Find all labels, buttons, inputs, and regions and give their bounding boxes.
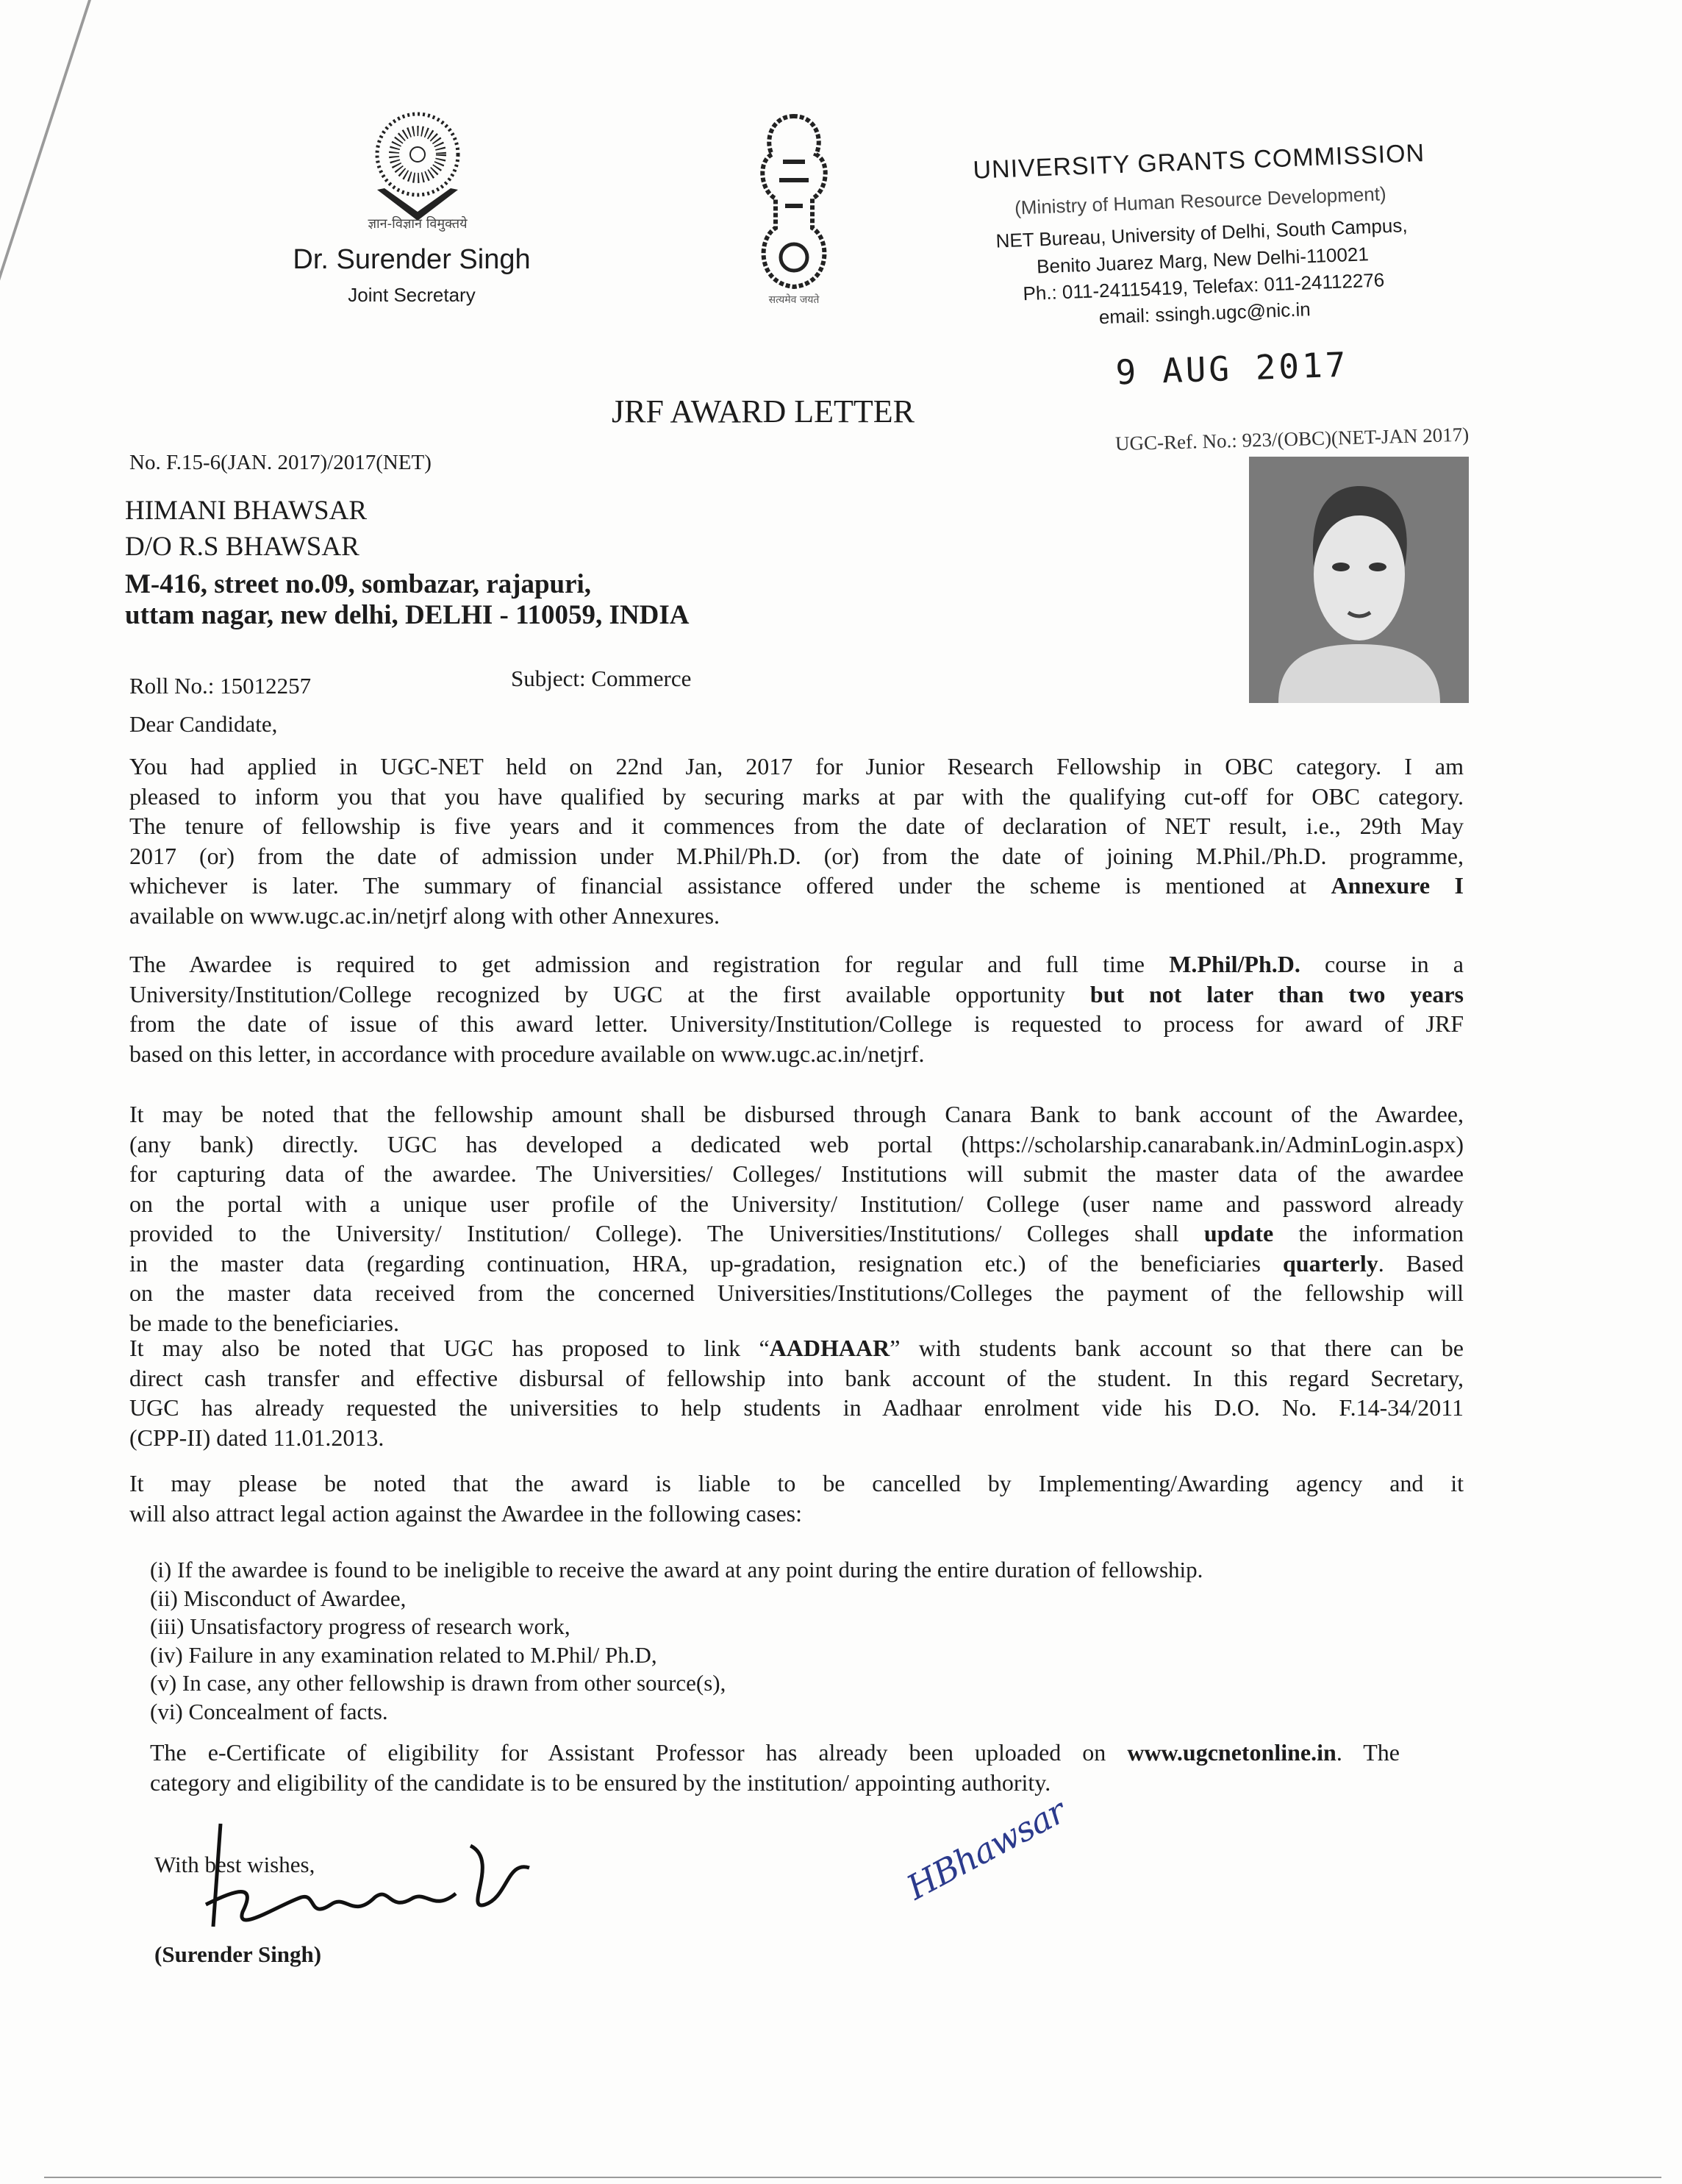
text-line: [150, 1738, 1400, 1768]
text-segment: category and eligibility of the candidate is to be ensured by the institution/ appointing authority.: [150, 1769, 1051, 1796]
paragraph-1: [129, 752, 1464, 930]
text-line: [129, 841, 1464, 871]
text-segment: University/Institution/College recognized by UGC at the first available opportunity: [129, 980, 1090, 1007]
email: email: ssingh.ugc@nic.in: [1098, 298, 1311, 329]
text-segment: UGC has already requested the universities to help students in Aadhaar enrolment vide his D.O. No. F.14-34/2011: [129, 1394, 1464, 1421]
salutation: Dear Candidate,: [129, 711, 278, 737]
text-segment: available on www.ugc.ac.in/netjrf along with other Annexures.: [129, 902, 720, 929]
text-line: [129, 1009, 1464, 1039]
recipient-name: HIMANI BHAWSAR: [125, 496, 368, 526]
text-segment: course in a: [1300, 951, 1464, 977]
text-segment: on the master data received from the concerned Universities/Institutions/Colleges the payment of the fellowship will: [129, 1280, 1464, 1306]
paragraph-3: [129, 1099, 1464, 1338]
ministry: (Ministry of Human Resource Development): [1014, 182, 1387, 219]
closing: With best wishes,: [154, 1852, 315, 1877]
scan-edge-bottom: [44, 2177, 1661, 2178]
roll-no: Roll No.: 15012257: [129, 673, 312, 699]
ugc-logo: [351, 103, 484, 228]
case-item: (vi) Concealment of facts.: [150, 1698, 388, 1724]
text-segment: ” with students bank account so that there can be: [890, 1335, 1464, 1361]
emblem-caption: सत्यमेव जयते: [768, 294, 820, 306]
text-segment: pleased to inform you that you have qualified by securing marks at par with the qualifying cut-off for OBC category.: [129, 782, 1464, 810]
ugc-ref-no: UGC-Ref. No.: 923/(OBC)(NET-JAN 2017): [1114, 423, 1470, 455]
bold-text: but not later than two years: [1089, 980, 1464, 1007]
bold-text: quarterly: [1283, 1249, 1378, 1277]
subject: Subject: Commerce: [511, 665, 692, 691]
paragraph-4: [129, 1333, 1464, 1452]
text-line: [150, 1768, 1400, 1798]
logo-caption: ज्ञान-विज्ञान विमुक्तये: [368, 216, 468, 232]
cases-list: [150, 1556, 1444, 1727]
signature-surender: [191, 1816, 544, 1956]
text-line: [129, 1333, 1464, 1363]
ugc-header: [948, 132, 1455, 336]
national-emblem: [742, 110, 845, 294]
text-segment: You had applied in UGC-NET held on 22nd Jan, 2017 for Junior Research Fellowship in OBC category. I am: [129, 753, 1464, 779]
officer-name: Dr. Surender Singh: [293, 244, 531, 275]
recipient-address2: uttam nagar, new delhi, DELHI - 110059, INDIA: [125, 600, 690, 630]
text-line: [129, 1393, 1464, 1423]
paragraph-2: [129, 949, 1464, 1068]
text-line: [129, 1039, 1464, 1069]
case-item: (ii) Misconduct of Awardee,: [150, 1585, 407, 1611]
date-stamp: 9 AUG 2017: [1114, 344, 1350, 393]
paragraph-5: [129, 1469, 1464, 1528]
recipient-parent: D/O R.S BHAWSAR: [125, 532, 359, 562]
signatory-name: (Surender Singh): [154, 1941, 322, 1967]
text-segment: It may also be noted that UGC has proposed to link “: [129, 1335, 770, 1361]
text-segment: . The: [1336, 1739, 1400, 1766]
case-item: (iv) Failure in any examination related to M.Phil/ Ph.D,: [150, 1641, 657, 1668]
text-segment: will also attract legal action against the Awardee in the following cases:: [129, 1499, 802, 1527]
address-line2: Benito Juarez Marg, New Delhi-110021: [1036, 243, 1370, 278]
officer-title: Joint Secretary: [348, 284, 476, 306]
text-line: [129, 1249, 1464, 1279]
bold-text: update: [1203, 1220, 1274, 1246]
signature-candidate: HBhawsar: [900, 1791, 1072, 1908]
phone: Ph.: 011-24115419, Telefax: 011-24112276: [1022, 268, 1385, 305]
text-line: [129, 1099, 1464, 1130]
text-segment: . Based: [1378, 1249, 1464, 1277]
file-no: No. F.15-6(JAN. 2017)/2017(NET): [129, 451, 432, 474]
bold-text: M.Phil/Ph.D.: [1169, 951, 1300, 977]
text-segment: (CPP-II) dated 11.01.2013.: [129, 1424, 384, 1451]
candidate-photo: [1249, 457, 1469, 703]
text-line: [129, 871, 1464, 901]
text-segment: the information: [1273, 1220, 1464, 1246]
case-item: (i) If the awardee is found to be ineligible to receive the award at any point during the entire duration of fellowship.: [150, 1557, 1203, 1582]
text-line: [129, 979, 1464, 1010]
text-line: [129, 1469, 1464, 1499]
text-line: [129, 1363, 1464, 1393]
recipient-address1: M-416, street no.09, sombazar, rajapuri,: [125, 569, 592, 599]
org-name: UNIVERSITY GRANTS COMMISSION: [972, 139, 1425, 185]
text-segment: The e-Certificate of eligibility for Assistant Professor has already been uploaded on: [150, 1739, 1128, 1766]
scan-edge: [0, 0, 91, 559]
text-segment: based on this letter, in accordance with procedure available on www.ugc.ac.in/netjrf.: [129, 1040, 925, 1067]
text-segment: whichever is later. The summary of financial assistance offered under the scheme is mentioned at: [129, 872, 1331, 899]
bold-text: Annexure I: [1331, 872, 1464, 899]
text-segment: It may be noted that the fellowship amount shall be disbursed through Canara Bank to bank account of the Awardee,: [129, 1101, 1464, 1127]
text-line: [129, 1218, 1464, 1249]
text-line: [129, 1189, 1464, 1219]
bold-text: www.ugcnetonline.in: [1127, 1739, 1336, 1766]
text-line: [129, 1278, 1464, 1308]
text-line: [129, 811, 1464, 841]
closing-paragraph: [150, 1738, 1400, 1797]
text-segment: from the date of issue of this award letter. University/Institution/College is requested to process for award of JRF: [129, 1010, 1464, 1037]
text-line: [129, 949, 1464, 979]
text-line: [129, 1423, 1464, 1453]
text-line: [129, 901, 1464, 931]
letter-title: JRF AWARD LETTER: [611, 393, 915, 429]
text-segment: in the master data (regarding continuation, HRA, up-gradation, resignation etc.) of the beneficiaries: [129, 1249, 1283, 1277]
text-segment: The Awardee is required to get admission and registration for regular and full time: [129, 951, 1170, 977]
text-segment: be made to the beneficiaries.: [129, 1309, 399, 1336]
text-segment: (any bank) directly. UGC has developed a dedicated web portal (https://scholarship.canarabank.in/AdminLogin.aspx): [129, 1130, 1464, 1157]
text-segment: on the portal with a unique user profile of the University/ Institution/ College (user name and password already: [129, 1190, 1464, 1217]
bold-text: AADHAAR: [769, 1335, 890, 1361]
text-line: [129, 1130, 1464, 1160]
text-line: [129, 752, 1464, 782]
case-item: (v) In case, any other fellowship is drawn from other source(s),: [150, 1670, 726, 1696]
address-line1: NET Bureau, University of Delhi, South Campus,: [995, 214, 1409, 252]
text-segment: direct cash transfer and effective disbursal of fellowship into bank account of the student. In this regard Secretary,: [129, 1364, 1464, 1391]
text-segment: The tenure of fellowship is five years and it commences from the date of declaration of NET result, i.e., 29th May: [129, 813, 1464, 839]
text-line: [129, 1499, 1464, 1529]
text-segment: It may please be noted that the award is liable to be cancelled by Implementing/Awarding agency and it: [129, 1470, 1464, 1496]
text-segment: 2017 (or) from the date of admission under M.Phil/Ph.D. (or) from the date of joining M.Phil./Ph.D. programme,: [129, 842, 1464, 869]
text-segment: provided to the University/ Institution/ College). The Universities/Institutions/ Colleges shall: [129, 1220, 1204, 1246]
case-item: (iii) Unsatisfactory progress of research work,: [150, 1613, 570, 1640]
text-segment: for capturing data of the awardee. The Universities/ Colleges/ Institutions will submit the master data of the awardee: [129, 1160, 1464, 1187]
text-line: [129, 1159, 1464, 1189]
text-line: [129, 782, 1464, 812]
